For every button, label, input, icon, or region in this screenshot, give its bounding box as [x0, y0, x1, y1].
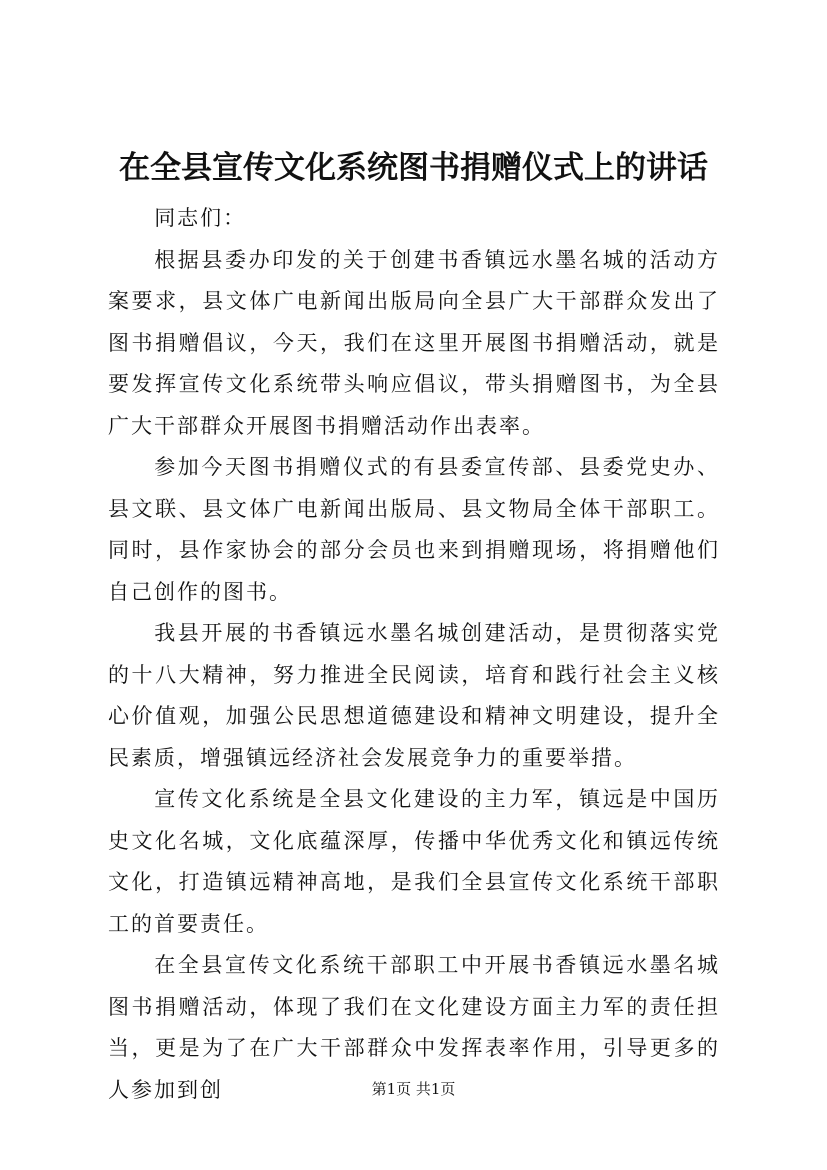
document-title: 在全县宣传文化系统图书捐赠仪式上的讲话: [119, 150, 708, 186]
document-body: [108, 198, 720, 1111]
paragraph: 根据县委办印发的关于创建书香镇远水墨名城的活动方案要求，县文体广电新闻出版局向全县广大干部群众发出了图书捐赠倡议，今天，我们在这里开展图书捐赠活动，就是要发挥宣传文化系统带头响应倡议，带头捐赠图书，为全县广大干部群众开展图书捐赠活动作出表率。: [108, 247, 720, 438]
paragraph: 我县开展的书香镇远水墨名城创建活动，是贯彻落实党的十八大精神，努力推进全民阅读，培育和践行社会主义核心价值观，加强公民思想道德建设和精神文明建设，提升全民素质，增强镇远经济社会发展竞争力的重要举措。: [108, 621, 720, 770]
page-number-footer: 第1页 共1页: [371, 1080, 456, 1098]
salutation: 同志们：: [154, 206, 247, 230]
paragraph: 宣传文化系统是全县文化建设的主力军，镇远是中国历史文化名城，文化底蕴深厚，传播中华优秀文化和镇远传统文化，打造镇远精神高地，是我们全县宣传文化系统干部职工的首要责任。: [108, 787, 720, 936]
paragraph: 参加今天图书捐赠仪式的有县委宣传部、县委党史办、县文联、县文体广电新闻出版局、县文物局全体干部职工。同时，县作家协会的部分会员也来到捐赠现场，将捐赠他们自己创作的图书。: [108, 455, 720, 604]
paragraph: 在全县宣传文化系统干部职工中开展书香镇远水墨名城图书捐赠活动，体现了我们在文化建设方面主力军的责任担当，更是为了在广大干部群众中发挥表率作用，引导更多的人参加到创: [108, 953, 720, 1102]
